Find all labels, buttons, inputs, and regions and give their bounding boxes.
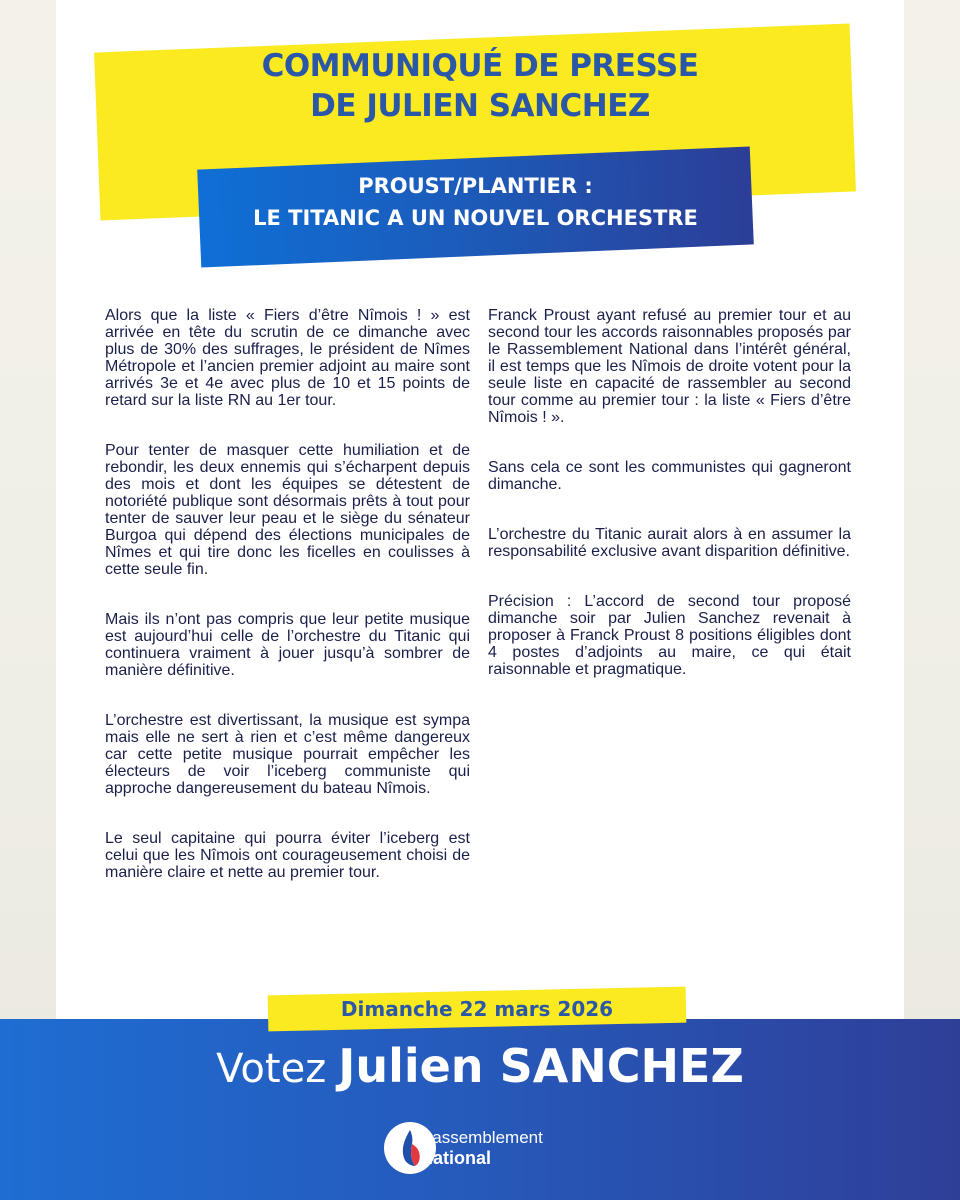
press-release-title (120, 46, 840, 126)
vote-word: Votez (216, 1046, 327, 1092)
paragraph: L’orchestre du Titanic aurait alors à en assumer la responsabilité exclusive avant disparition définitive. (488, 526, 851, 560)
paragraph: L’orchestre est divertissant, la musique est sympa mais elle ne sert à rien et c’est même dangereux car cette petite musique pourrait empêcher les électeurs de voir l’iceberg communiste qui approche dangereusement du bateau Nîmois. (105, 712, 470, 797)
rassemblement-national-logo (384, 1122, 584, 1178)
paragraph: Sans cela ce sont les communistes qui gagneront dimanche. (488, 459, 851, 493)
right-text-column (488, 307, 851, 711)
vote-call (0, 1036, 960, 1099)
paragraph: Le seul capitaine qui pourra éviter l’iceberg est celui que les Nîmois ont courageusement choisi de manière claire et nette au premier tour. (105, 830, 470, 881)
subtitle-line-1: PROUST/PLANTIER : (358, 174, 593, 198)
title-line-1: COMMUNIQUÉ DE PRESSE (261, 48, 699, 84)
paragraph: Mais ils n’ont pas compris que leur petite musique est aujourd’hui celle de l’orchestre du Titanic qui continuera vraiment à jouer jusqu’à sombrer de manière définitive. (105, 611, 470, 679)
paragraph: Franck Proust ayant refusé au premier tour et au second tour les accords raisonnables proposés par le Rassemblement National dans l’intérêt général, il est temps que les Nîmois de droite votent pour la seule liste en capacité de rassembler au second tour comme au premier tour : la liste « Fiers d’être Nîmois ! ». (488, 307, 851, 426)
logo-wordmark (420, 1128, 543, 1168)
logo-line-2: National (420, 1148, 492, 1168)
election-date: Dimanche 22 mars 2026 (340, 997, 614, 1021)
title-line-2: DE JULIEN SANCHEZ (310, 88, 650, 124)
logo-line-1: Rassemblement (420, 1128, 543, 1147)
subtitle-line-2: LE TITANIC A UN NOUVEL ORCHESTRE (253, 206, 698, 230)
paragraph: Alors que la liste « Fiers d’être Nîmois ! » est arrivée en tête du scrutin de ce dimanche avec plus de 30% des suffrages, le président de Nîmes Métropole et l’ancien premier adjoint au maire sont arrivés 3e et 4e avec plus de 10 et 15 points de retard sur la liste RN au 1er tour. (105, 307, 470, 409)
paragraph: Pour tenter de masquer cette humiliation et de rebondir, les deux ennemis qui s’écharpent depuis des mois et dont les équipes se détestent de notoriété publique sont désormais prêts à tout pour tenter de sauver leur peau et le siège du sénateur Burgoa qui dépend des élections municipales de Nîmes et qui tire donc les ficelles en coulisses à cette seule fin. (105, 442, 470, 578)
press-release-subtitle (199, 170, 752, 234)
candidate-name: Julien SANCHEZ (338, 1039, 744, 1093)
paragraph: Précision : L’accord de second tour proposé dimanche soir par Julien Sanchez revenait à proposer à Franck Proust 8 positions éligibles dont 4 postes d’adjoints au maire, ce qui était raisonnable et pragmatique. (488, 593, 851, 678)
left-text-column (105, 307, 470, 914)
